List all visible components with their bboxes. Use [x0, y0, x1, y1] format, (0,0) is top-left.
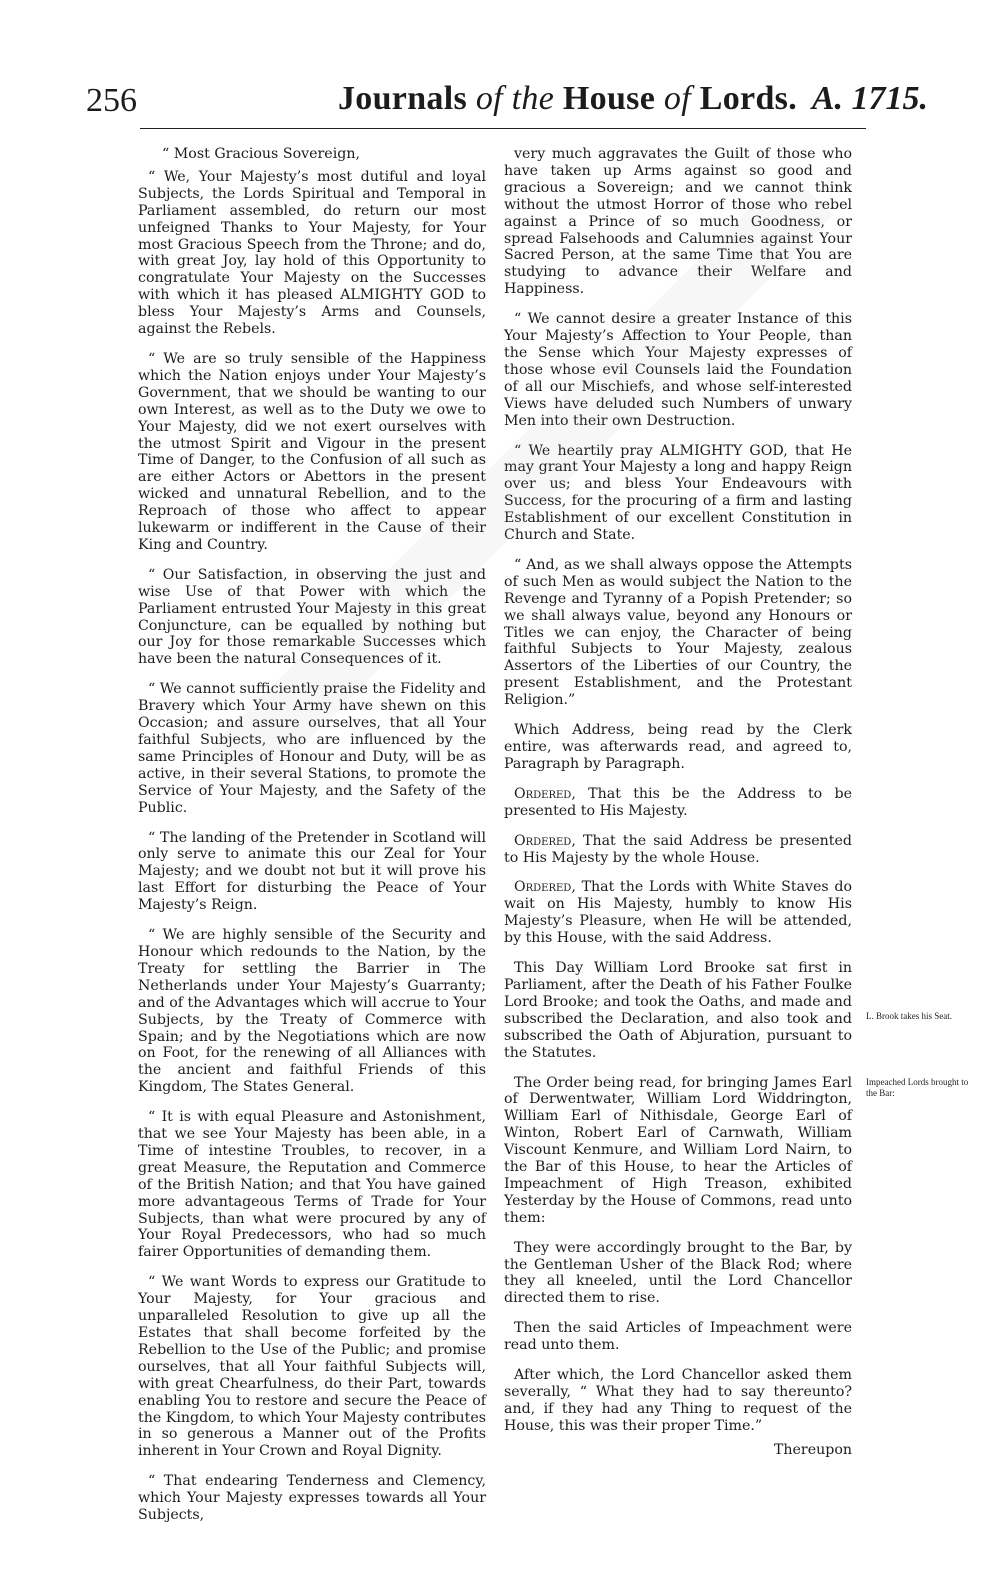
left-column: [138, 146, 486, 1537]
ordered-label: Ordered,: [514, 879, 576, 896]
title-word: Journals: [338, 80, 467, 117]
paragraph: “ That endearing Tenderness and Clemency, which Your Majesty expresses towards all Your Subjects,: [138, 1473, 486, 1524]
paragraph: “ We are so truly sensible of the Happiness which the Nation enjoys under Your Majesty’s Government, that we should be wanting to our own Interest, as well as to the Duty we owe to Your Majesty, did we not exert ourselves with the utmost Spirit and Vigour in the present Time of Danger, to the Confusion of all such as are either Actors or Abettors in the present wicked and unnatural Rebellion, and to the Reproach of those who affect to appear lukewarm or indifferent in the Cause of their King and Country.: [138, 350, 486, 553]
ordered-text: That the said Address be presented to His Majesty by the whole House.: [504, 832, 852, 866]
ordered-paragraph: [504, 833, 852, 867]
paragraph: Then the said Articles of Impeachment were read unto them.: [504, 1320, 852, 1354]
ordered-paragraph: [504, 879, 852, 947]
ordered-label: Ordered,: [514, 785, 576, 802]
running-title: [338, 80, 797, 118]
paragraph: This Day William Lord Brooke sat first in Parliament, after the Death of his Father Foulke Lord Brooke; and took the Oaths, and made and subscribed the Declaration, and also took and subscribed the Oath of Abjuration, pursuant to the Statutes.: [504, 960, 852, 1061]
paragraph: “ We are highly sensible of the Security and Honour which redounds to the Nation, by the Treaty for settling the Barrier in The Netherlands under Your Majesty’s Guarranty; and of the Advantages which will accrue to Your Subjects, by the Treaty of Commerce with Spain; and by the Negotiations which are now on Foot, for the renewing of all Alliances with the ancient and faithful Friends of this Kingdom, The States General.: [138, 927, 486, 1096]
ordered-text: That this be the Address to be presented to His Majesty.: [504, 785, 852, 819]
paragraph: “ We, Your Majesty’s most dutiful and loyal Subjects, the Lords Spiritual and Temporal in Parliament assembled, do return our most unfeigned Thanks to Your Majesty, for Your most Gracious Speech from the Throne; and do, with great Joy, lay hold of this Opportunity to congratulate Your Majesty on the Successes with which it has pleased ALMIGHTY GOD to bless Your Majesty’s Arms and Counsels, against the Rebels.: [138, 168, 486, 338]
catchword: Thereupon: [773, 1441, 852, 1458]
paragraph: very much aggravates the Guilt of those who have taken up Arms against so good and gracious a Sovereign; and we cannot think without the utmost Horror of those who rebel against a Prince of so much Goodness, or spread Falsehoods and Calumnies against Your Sacred Person, at the same Time that You are studying to advance their Welfare and Happiness.: [504, 146, 852, 298]
year: A. 1715.: [811, 80, 928, 117]
paragraph: The Order being read, for bringing James Earl of Derwentwater, William Lord Widdrington, William Earl of Nithisdale, George Earl of Winton, Robert Earl of Carnwath, William Viscount Kenmure, and William Lord Nairn, to the Bar of this House, to hear the Articles of Impeachment of High Treason, exhibited Yesterday by the House of Commons, read unto them:: [504, 1074, 852, 1226]
header-rule: [140, 128, 866, 129]
salutation: “ Most Gracious Sovereign,: [162, 146, 360, 162]
title-word: of: [663, 80, 691, 117]
title-word: House: [562, 80, 656, 117]
title-word: of: [475, 80, 503, 117]
ordered-paragraph: [504, 786, 852, 820]
paragraph: “ Our Satisfaction, in observing the just and wise Use of that Power with which the Parliament entrusted Your Majesty in this great Conjuncture, can be equalled by nothing but our Joy for those remarkable Successes which have been the natural Consequences of it.: [138, 566, 486, 668]
paragraph: “ We cannot desire a greater Instance of this Your Majesty’s Affection to Your People, than the Sense which Your Majesty expresses of those whose evil Counsels laid the Foundation of all our Mischiefs, and whose self-interested Views have deluded such Numbers of unwary Men into their own Destruction.: [504, 311, 852, 429]
paragraph: They were accordingly brought to the Bar, by the Gentleman Usher of the Black Rod; where they all kneeled, until the Lord Chancellor directed them to rise.: [504, 1239, 852, 1307]
margin-note: L. Brook takes his Seat.: [866, 1011, 952, 1021]
paragraph: “ And, as we shall always oppose the Attempts of such Men as would subject the Nation to the Revenge and Tyranny of a Popish Pretender; so we shall always value, beyond any Honours or Titles we can enjoy, the Character of being faithful Subjects to Your Majesty, zealous Assertors of the Liberties of our Country, the present Establishment, and the Protestant Religion.”: [504, 556, 852, 709]
right-column: [504, 146, 852, 1472]
ordered-label: Ordered,: [514, 832, 576, 849]
paragraph: “ We cannot sufficiently praise the Fidelity and Bravery which Your Army have shewn on this Occasion; and assure ourselves, that all Your faithful Subjects, who are influenced by the same Principles of Honour and Duty, will be as active, in their several Stations, to promote the Service of Your Majesty, and the Safety of the Public.: [138, 681, 486, 816]
paragraph: “ It is with equal Pleasure and Astonishment, that we see Your Majesty has been able, in a Time of intestine Troubles, to recover, in a great Measure, the Reputation and Commerce of the British Nation; and that You have gained more advantageous Terms of Trade for Your Subjects, than what were procured by any of Your Royal Predecessors, who had so much fairer Opportunities of demanding them.: [138, 1109, 486, 1261]
title-word: the: [511, 80, 555, 117]
title-word: Lords.: [699, 80, 797, 117]
paragraph: Which Address, being read by the Clerk entire, was afterwards read, and agreed to, Paragraph by Paragraph.: [504, 722, 852, 772]
margin-note: Impeached Lords brought to the Bar:: [866, 1077, 969, 1098]
running-header: [0, 72, 992, 132]
paragraph: “ The landing of the Pretender in Scotland will only serve to animate this our Zeal for Your Majesty; and we doubt not but it will prove his last Effort for disturbing the Peace of Your Majesty’s Reign.: [138, 829, 486, 914]
paragraph: “ We heartily pray ALMIGHTY GOD, that He may grant Your Majesty a long and happy Reign over us; and bless Your Endeavours with Success, for the procuring of a firm and lasting Establishment of our excellent Constitution in Church and State.: [504, 442, 852, 544]
paragraph: “ We want Words to express our Gratitude to Your Majesty, for Your gracious and unparalleled Resolution to give up all the Estates that shall become forfeited by the Rebellion to the Use of the Public; and promise ourselves, that all Your faithful Subjects will, with great Chearfulness, do their Part, towards enabling You to restore and secure the Peace of the Kingdom, to which Your Majesty contributes in so generous a Manner out of the Profits inherent in Your Crown and Royal Dignity.: [138, 1274, 486, 1460]
page-number: 256: [86, 82, 137, 119]
paragraph: After which, the Lord Chancellor asked them severally, “ What they had to say thereunto? and, if they had any Thing to request of the House, this was their proper Time.”: [504, 1367, 852, 1434]
ordered-text: That the Lords with White Staves do wait on His Majesty, humbly to know His Majesty’s Pleasure, when He will be attended, by this House, with the said Address.: [504, 879, 852, 947]
